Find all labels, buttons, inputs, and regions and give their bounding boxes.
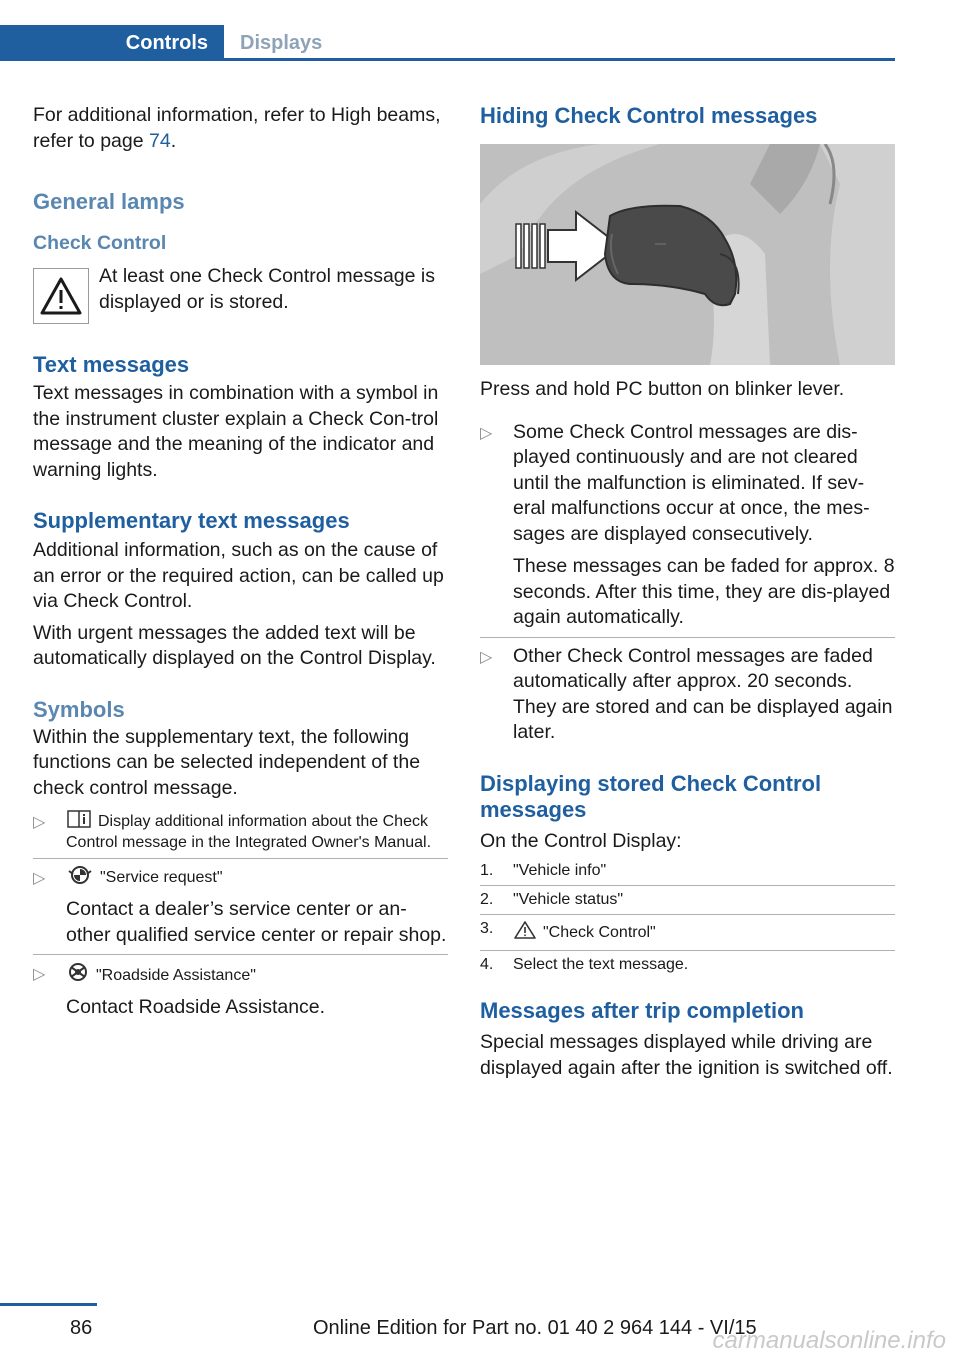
bullet-triangle-icon: ▷ <box>480 424 493 442</box>
stored-messages-intro: On the Control Display: <box>480 829 682 852</box>
bullet-triangle-icon: ▷ <box>33 966 46 983</box>
list-item: ▷ "Roadside Assistance" Contact Roadside Assistance. <box>33 954 448 1021</box>
tab-controls[interactable]: Controls <box>0 25 224 61</box>
blinker-lever-figure <box>480 144 895 365</box>
list-item: 3. "Check Control" <box>480 914 895 950</box>
list-item: 1. "Vehicle info" <box>480 862 607 879</box>
check-control-text: At least one Check Control message is displayed or is stored. <box>99 265 435 313</box>
left-column <box>33 100 448 1021</box>
manual-book-icon <box>66 809 92 834</box>
check-control-heading: Check Control <box>33 232 167 254</box>
symbols-body: Within the supplementary text, the following functions can be selected independent of the check control message. <box>33 725 421 799</box>
supplementary-p1: Additional information, such as on the cause of an error or the required action, can be called up via Check Control. <box>33 539 444 612</box>
edition-footer: Online Edition for Part no. 01 40 2 964 144 - VI/15 <box>313 1317 757 1339</box>
stored-steps-list <box>480 862 895 974</box>
bullet-triangle-icon: ▷ <box>480 648 493 666</box>
warning-triangle-icon <box>513 920 537 945</box>
watermark: carmanualsonline.info <box>712 1327 946 1354</box>
page-link-74[interactable]: 74 <box>149 129 171 152</box>
list-item: ▷ Some Check Control messages are dis-played continuously and are not cleared until the malfunction is eliminated. If sev-eral malfunctions occur at once, the mes-sages are displayed consecutively. These messages can be faded for approx. 8 seconds. After this time, they are dis-played again automatically. <box>480 420 895 628</box>
supplementary-p2: With urgent messages the added text will be automatically displayed on the Control Display. <box>33 621 436 669</box>
header-rule <box>0 58 895 61</box>
right-column <box>480 100 895 1081</box>
list-item: 2. "Vehicle status" <box>480 885 895 914</box>
list-item: ▷ Display additional information about the Check Control message in the Integrated Owner's Manual. <box>33 809 448 858</box>
warning-triangle-icon <box>33 268 89 324</box>
bullet-triangle-icon: ▷ <box>33 814 46 831</box>
hiding-instruction: Press and hold PC button on blinker lever. <box>480 378 845 400</box>
list-item: 4. Select the text message. <box>480 950 895 974</box>
symbols-list <box>33 809 448 1021</box>
bmw-service-icon <box>66 865 94 890</box>
section-tab-bar <box>0 25 895 61</box>
hiding-list <box>480 420 895 746</box>
symbols-heading: Symbols <box>33 696 125 722</box>
footer-rule <box>0 1303 97 1306</box>
supplementary-heading: Supplementary text messages <box>33 508 350 533</box>
page-number: 86 <box>70 1317 93 1339</box>
trip-completion-body: Special messages displayed while driving are displayed again after the ignition is switched off. <box>480 1031 893 1079</box>
stored-messages-heading: Displaying stored Check Control messages <box>480 770 822 822</box>
intro-paragraph: For additional information, refer to High beams, refer to page 74. <box>33 104 441 152</box>
blinker-lever-pc-button-photo <box>480 144 895 365</box>
bullet-triangle-icon: ▷ <box>33 870 46 887</box>
text-messages-body: Text messages in combination with a symbol in the instrument cluster explain a Check Con-trol message and the meaning of the indicator and warning lights. <box>33 382 439 481</box>
list-item: ▷ Other Check Control messages are faded automatically after approx. 20 seconds. They are stored and can be displayed again later. <box>480 637 895 746</box>
roadside-assistance-icon <box>66 961 90 988</box>
text-messages-heading: Text messages <box>33 352 190 377</box>
check-control-row <box>33 265 448 324</box>
trip-completion-heading: Messages after trip completion <box>480 998 804 1023</box>
hiding-heading: Hiding Check Control messages <box>480 103 818 128</box>
tab-displays[interactable]: Displays <box>240 32 323 54</box>
general-lamps-heading: General lamps <box>33 189 185 214</box>
list-item: ▷ "Service request" Contact a dealer’s service center or an-other qualified service center or repair shop. <box>33 858 448 954</box>
